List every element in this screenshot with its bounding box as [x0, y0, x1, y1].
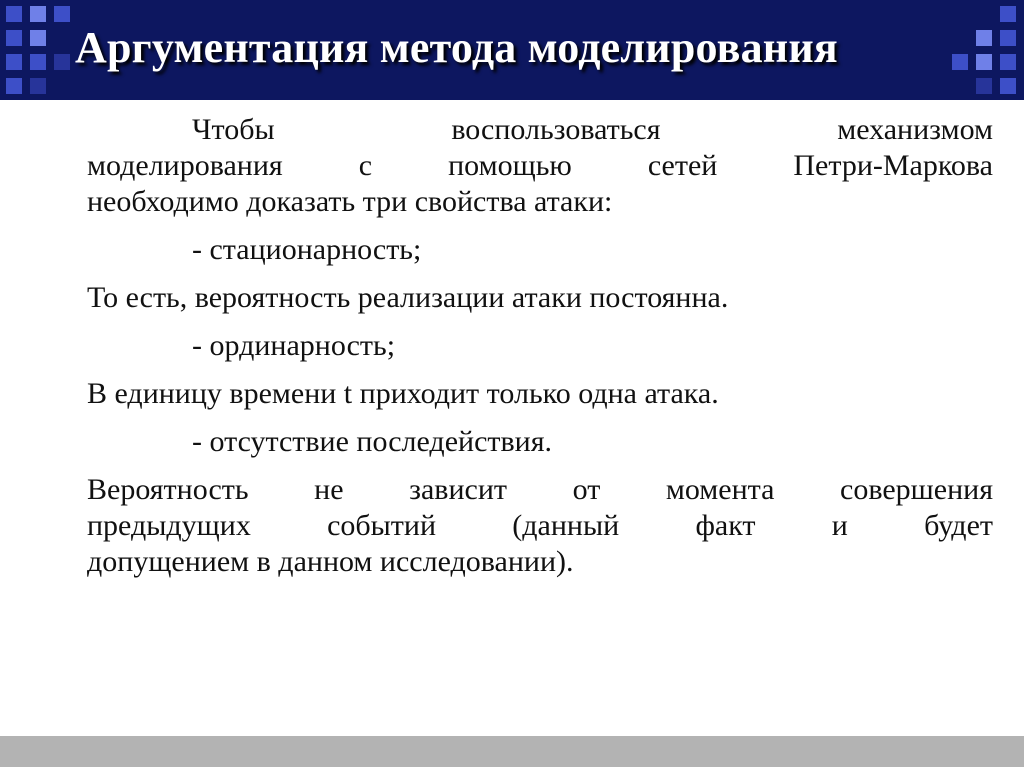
- intro-text: Чтобы воспользоваться механизмом: [192, 113, 993, 146]
- decor-square: [1000, 78, 1016, 94]
- explanation-ordinarity: В единицу времени t приходит только одна атака.: [87, 377, 719, 410]
- explanation-no-aftereffect-line-3: допущением в данном исследовании).: [87, 545, 574, 578]
- intro-line-2: моделирования с помощью сетей Петри-Маркова: [87, 149, 993, 182]
- property-stationarity: - стационарность;: [192, 233, 422, 266]
- decor-square: [6, 6, 22, 22]
- decor-square: [30, 30, 46, 46]
- decor-square: [952, 54, 968, 70]
- decor-square: [30, 54, 46, 70]
- decor-square: [30, 78, 46, 94]
- intro-line-1: [87, 112, 993, 148]
- decor-square: [976, 54, 992, 70]
- footer-bar: [0, 736, 1024, 767]
- property-no-aftereffect: - отсутствие последействия.: [192, 425, 553, 458]
- property-ordinarity: - ординарность;: [192, 329, 396, 362]
- decor-square: [1000, 54, 1016, 70]
- decor-square: [6, 78, 22, 94]
- decor-square: [54, 54, 70, 70]
- slide-body: [87, 112, 993, 580]
- explanation-stationarity: То есть, вероятность реализации атаки постоянна.: [87, 281, 729, 314]
- decor-square: [1000, 30, 1016, 46]
- decor-square: [54, 6, 70, 22]
- decor-square: [1000, 6, 1016, 22]
- decor-square: [6, 30, 22, 46]
- decor-square: [6, 54, 22, 70]
- intro-line-3: необходимо доказать три свойства атаки:: [87, 185, 613, 218]
- decor-square: [976, 78, 992, 94]
- slide-title: Аргументация метода моделирования: [75, 23, 838, 72]
- explanation-no-aftereffect-line-2: предыдущих событий (данный факт и будет: [87, 509, 993, 542]
- decor-square: [30, 6, 46, 22]
- decor-square: [976, 30, 992, 46]
- explanation-no-aftereffect-line-1: Вероятность не зависит от момента совершения: [87, 473, 993, 506]
- title-banner: [0, 0, 1024, 100]
